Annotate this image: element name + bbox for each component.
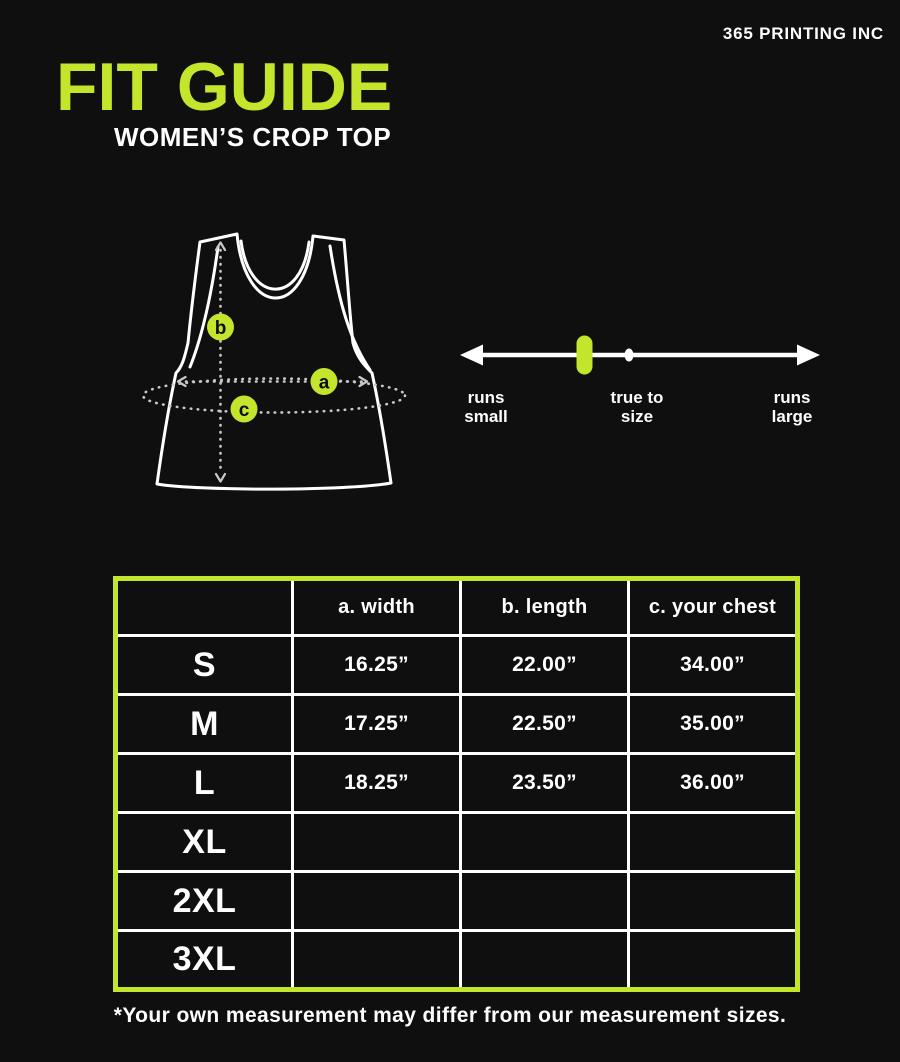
arrow-right-icon [797, 345, 820, 366]
size-label: M [116, 695, 293, 754]
length-value [461, 813, 629, 872]
header-width: a. width [293, 579, 461, 636]
table-row-xl [116, 813, 798, 872]
fit-scale-axis [440, 320, 860, 390]
size-label: XL [116, 813, 293, 872]
size-label: 2XL [116, 872, 293, 931]
table-row-m [116, 695, 798, 754]
length-value [461, 931, 629, 990]
garment-diagram [120, 200, 440, 520]
arrow-down-icon [216, 474, 225, 482]
measurement-disclaimer: *Your own measurement may differ from our measurement sizes. [113, 1004, 787, 1027]
header-length: b. length [461, 579, 629, 636]
chest-value [629, 931, 798, 990]
marker-c-label: c [238, 400, 250, 421]
scale-label-runs-small: runs small [464, 388, 508, 426]
marker-b-label: b [214, 318, 227, 339]
armhole-seam-left [190, 247, 218, 367]
length-value [461, 872, 629, 931]
width-value: 17.25” [293, 695, 461, 754]
scale-label-runs-large: runs large [771, 388, 813, 426]
scale-label-true-to-size: true to size [610, 388, 664, 426]
size-chart [113, 576, 800, 992]
table-row-2xl [116, 872, 798, 931]
chest-value: 34.00” [629, 636, 798, 695]
page-subtitle: WOMEN’S CROP TOP [114, 122, 392, 152]
fit-scale-marker [577, 336, 593, 375]
width-value [293, 931, 461, 990]
fit-scale [440, 320, 860, 450]
table-row-l [116, 754, 798, 813]
size-label: L [116, 754, 293, 813]
length-value: 23.50” [461, 754, 629, 813]
width-value [293, 813, 461, 872]
table-row-s [116, 636, 798, 695]
length-value: 22.50” [461, 695, 629, 754]
header-chest: c. your chest [629, 579, 798, 636]
arrow-left-icon [460, 345, 483, 366]
width-value [293, 872, 461, 931]
marker-a-label: a [318, 372, 330, 394]
size-label: 3XL [116, 931, 293, 990]
width-value: 16.25” [293, 636, 461, 695]
header-corner-cell [116, 579, 293, 636]
brand-name: 365 PRINTING INC [722, 24, 884, 43]
page-title: FIT GUIDE [56, 49, 393, 125]
chest-value: 36.00” [629, 754, 798, 813]
length-value: 22.00” [461, 636, 629, 695]
chest-value: 35.00” [629, 695, 798, 754]
crop-top-illustration [120, 200, 440, 520]
width-value: 18.25” [293, 754, 461, 813]
size-chart-table [113, 576, 800, 992]
true-to-size-tick [625, 349, 634, 362]
size-label: S [116, 636, 293, 695]
table-row-3xl [116, 931, 798, 990]
chest-value [629, 872, 798, 931]
size-chart-header-row [116, 579, 798, 636]
chest-value [629, 813, 798, 872]
